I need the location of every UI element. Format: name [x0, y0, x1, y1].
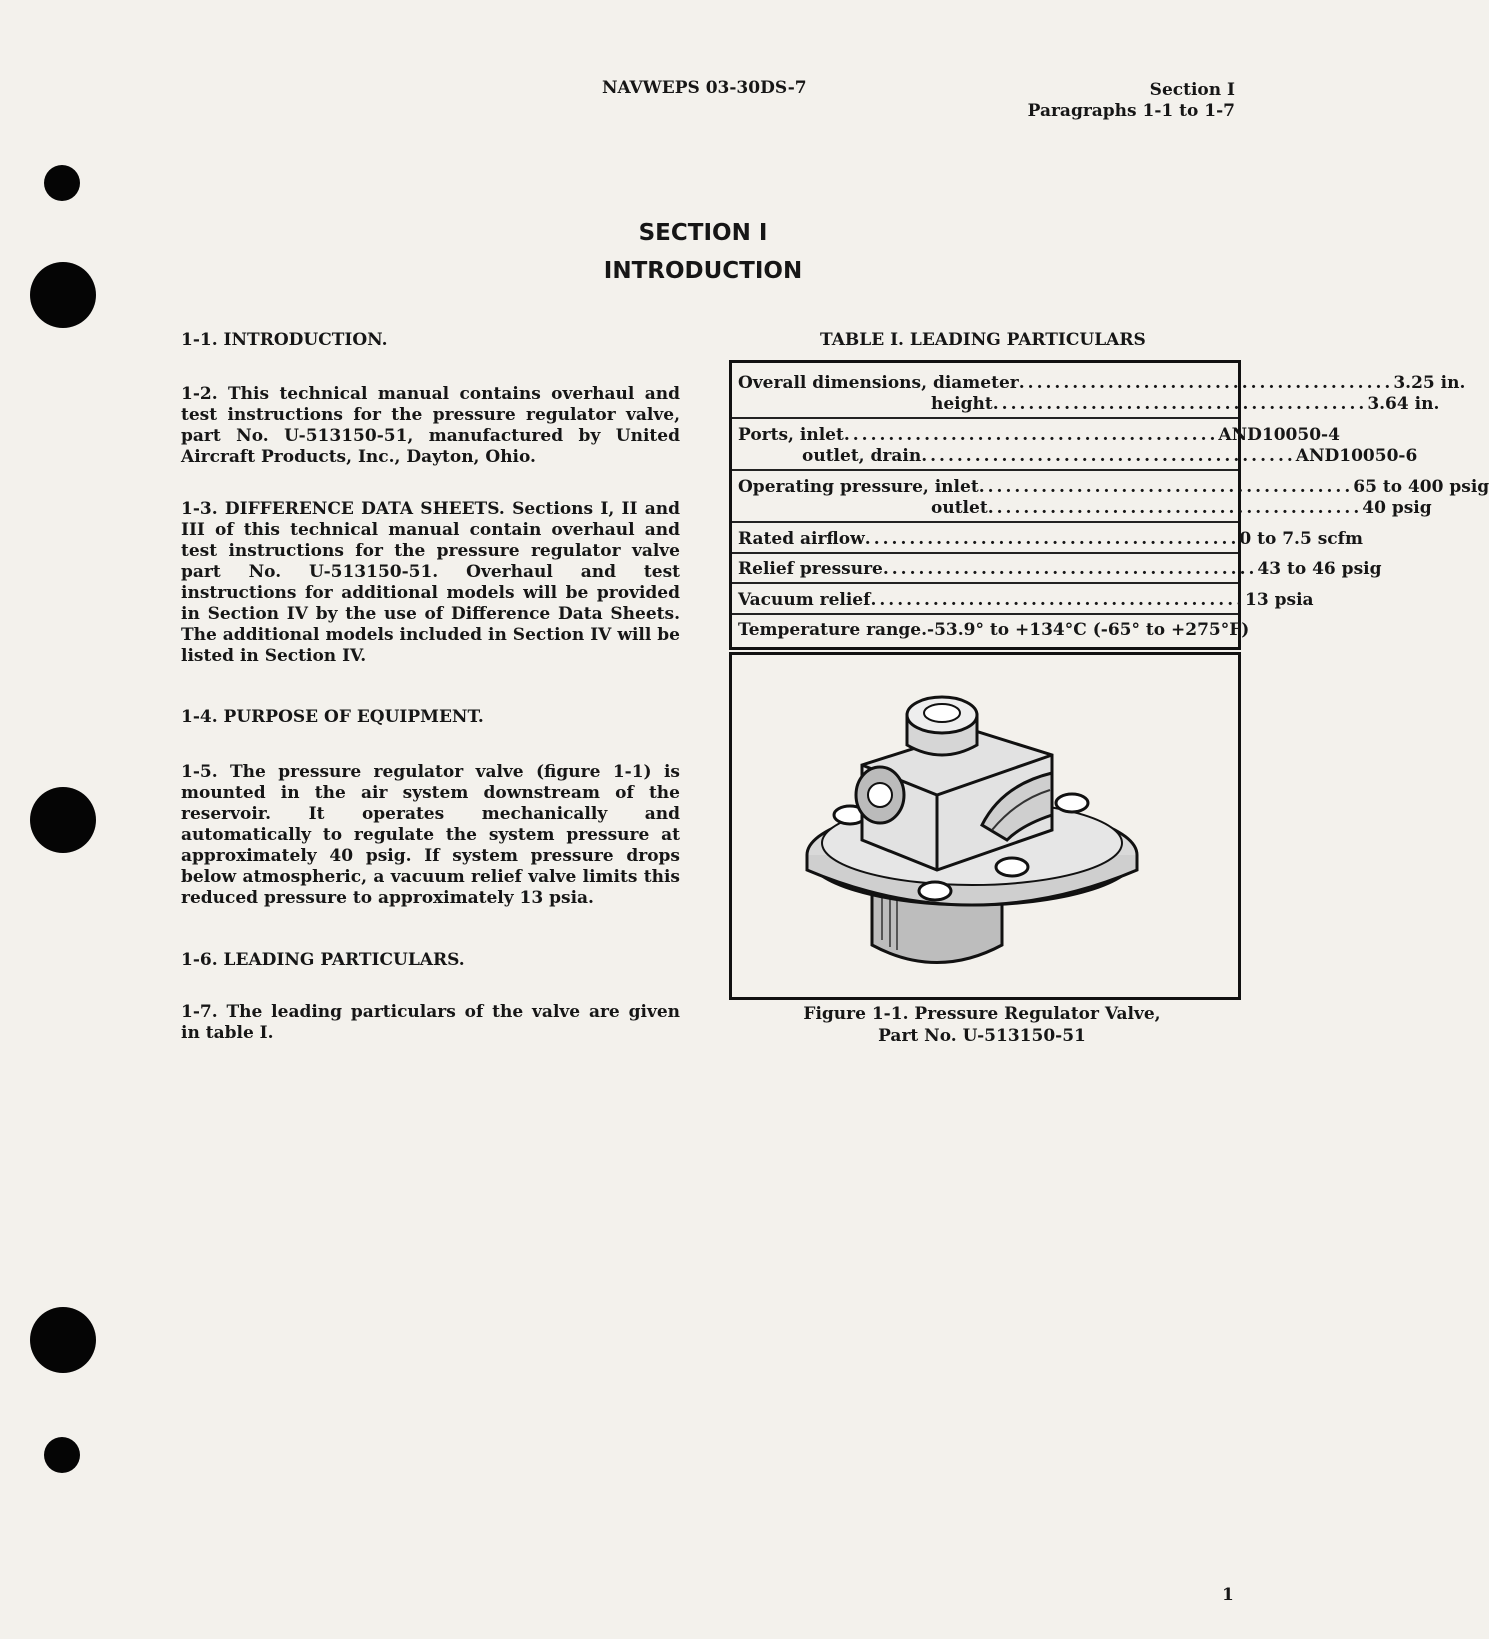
- figure-caption-line2: Part No. U-513150-51: [878, 1026, 1086, 1046]
- paragraph-1-5: 1-5. The pressure regulator valve (figure 1-1) is mounted in the air system downstream of the reservoir. It operates mechanically and automatically to regulate the system pressure at approximately 40 psig. If system pressure drops below atmospheric, a vacuum relief valve limits this reduced pressure to approximately 13 psia.: [181, 762, 680, 908]
- table-row: Vacuum relief .......................................... 13 psia: [738, 590, 1314, 610]
- figure-frame: [729, 652, 1241, 1000]
- table-row: Operating pressure, inlet .......................................... 65 to 400 psig: [738, 477, 1489, 497]
- figure-caption: [729, 1003, 1235, 1047]
- binder-hole: [30, 787, 96, 853]
- section-subtitle: INTRODUCTION: [603, 258, 803, 284]
- table-title: TABLE I. LEADING PARTICULARS: [820, 330, 1146, 350]
- table-divider: [732, 417, 1238, 419]
- section-label: Section I: [1149, 80, 1235, 100]
- binder-hole: [44, 1437, 80, 1473]
- table-row: Relief pressure .......................................... 43 to 46 psig: [738, 559, 1382, 579]
- table-row: Ports, inlet .......................................... AND10050-4: [738, 425, 1340, 445]
- table-divider: [732, 613, 1238, 615]
- paragraph-1-4-heading: 1-4. PURPOSE OF EQUIPMENT.: [181, 707, 484, 727]
- table-divider: [732, 582, 1238, 584]
- paragraph-1-1-heading: 1-1. INTRODUCTION.: [181, 330, 388, 350]
- table-row: Rated airflow .......................................... 0 to 7.5 scfm: [738, 529, 1363, 549]
- paragraph-1-6-heading: 1-6. LEADING PARTICULARS.: [181, 950, 465, 970]
- table-divider: [732, 521, 1238, 523]
- paragraph-1-3: 1-3. DIFFERENCE DATA SHEETS. Sections I, II and III of this technical manual contain overhaul and test instructions for the pressure regulator valve part No. U-513150-51. Overhaul and test instructions for additional models will be provided in Section IV by the use of Difference Data Sheets. The additional models included in Section IV will be listed in Section IV.: [181, 499, 680, 666]
- document-number: NAVWEPS 03-30DS-7: [602, 78, 807, 98]
- table-row: outlet, drain .......................................... AND10050-6: [802, 446, 1418, 466]
- binder-hole: [30, 262, 96, 328]
- page-number: 1: [1222, 1585, 1234, 1605]
- table-row: Temperature range. -53.9° to +134°C (-65° to +275°F): [738, 620, 1250, 640]
- table-row: outlet .......................................... 40 psig: [931, 498, 1432, 518]
- figure-caption-line1: Figure 1-1. Pressure Regulator Valve,: [803, 1004, 1161, 1024]
- pressure-regulator-valve-illustration: [732, 655, 1238, 997]
- table-row: Overall dimensions, diameter .......................................... 3.25 in.: [738, 373, 1466, 393]
- binder-hole: [44, 165, 80, 201]
- table-row: height .......................................... 3.64 in.: [931, 394, 1440, 414]
- table-divider: [732, 469, 1238, 471]
- section-title: SECTION I: [638, 220, 768, 246]
- paragraph-1-7: 1-7. The leading particulars of the valve are given in table I.: [181, 1002, 680, 1043]
- paragraph-range: Paragraphs 1-1 to 1-7: [1027, 101, 1235, 121]
- paragraph-1-2: 1-2. This technical manual contains overhaul and test instructions for the pressure regulator valve, part No. U-513150-51, manufactured by United Aircraft Products, Inc., Dayton, Ohio.: [181, 384, 680, 467]
- leading-particulars-table: [729, 360, 1489, 650]
- binder-hole: [30, 1307, 96, 1373]
- table-divider: [732, 552, 1238, 554]
